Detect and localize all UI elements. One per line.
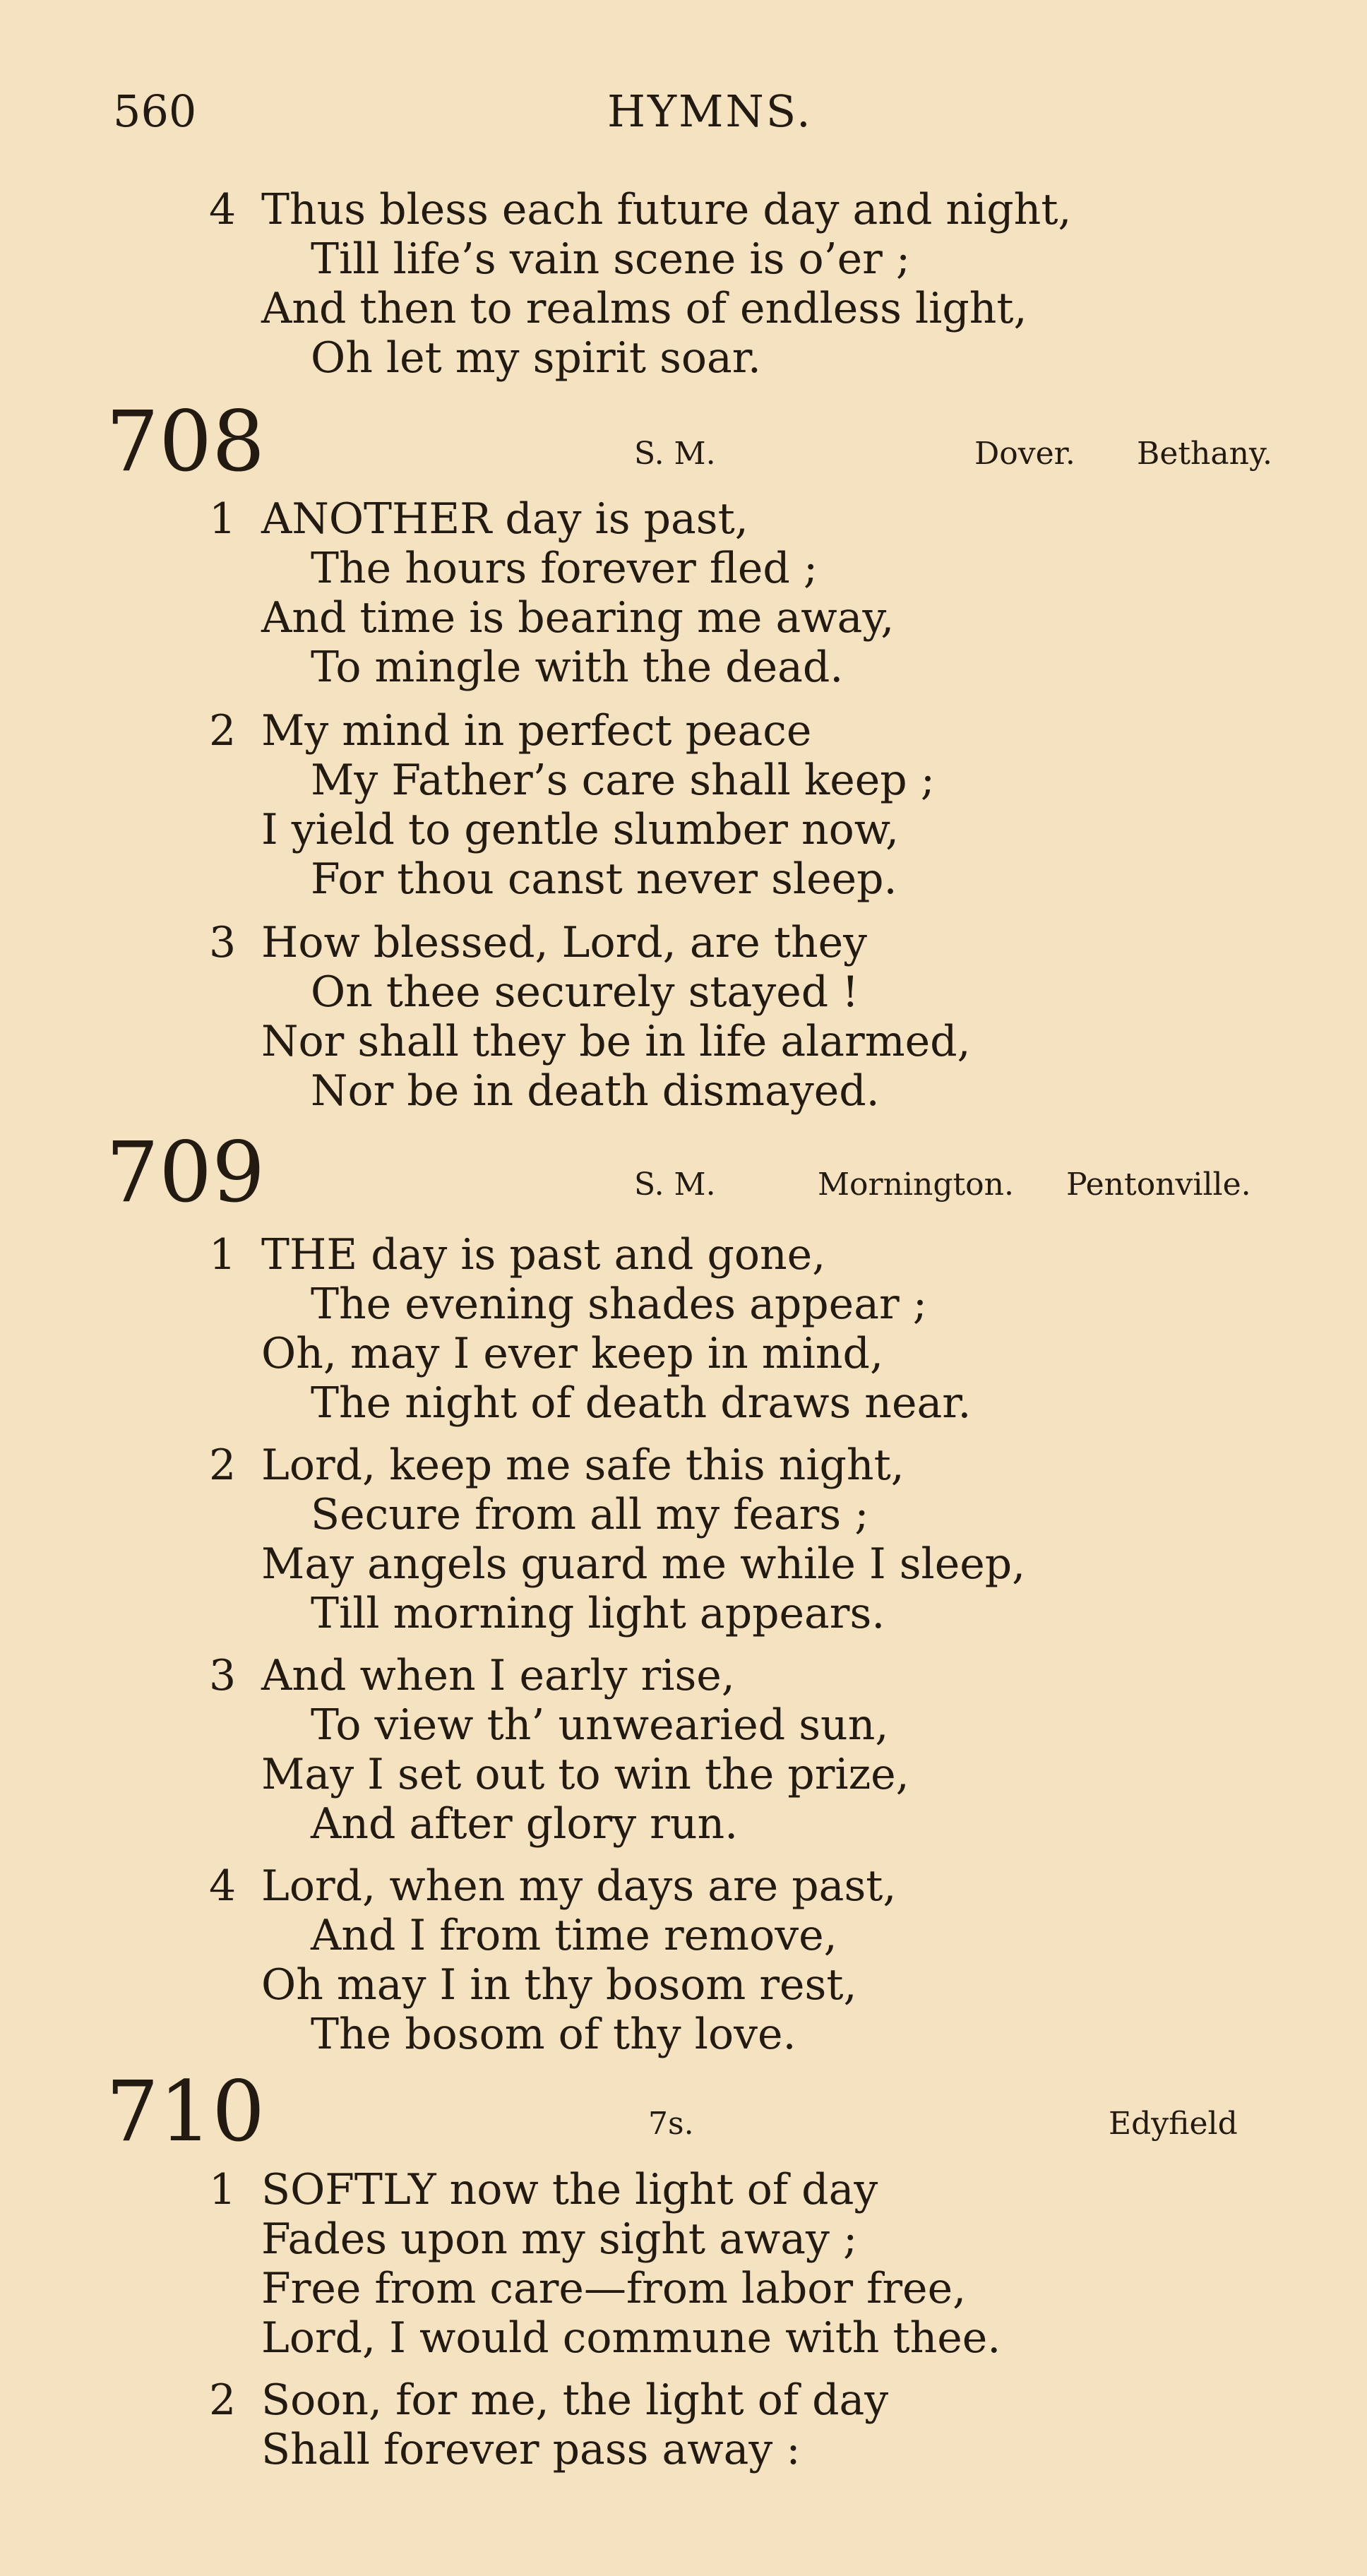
verse-line: Secure from all my fears ; xyxy=(311,1490,869,1539)
verse-line: Nor be in death dismayed. xyxy=(311,1066,880,1116)
verse-line: My mind in perfect peace xyxy=(261,706,812,756)
page-number: 560 xyxy=(113,85,197,137)
verse-line: Fades upon my sight away ; xyxy=(261,2214,858,2264)
verse-line: May angels guard me while I sleep, xyxy=(261,1539,1026,1589)
verse-line: Till morning light appears. xyxy=(311,1589,885,1638)
tune-name: Bethany. xyxy=(1137,436,1272,472)
verse-line: And then to realms of endless light, xyxy=(261,284,1027,333)
stanza-number: 2 xyxy=(209,1441,237,1490)
verse-line: The night of death draws near. xyxy=(311,1378,972,1428)
hymn-number: 710 xyxy=(106,2063,265,2160)
running-head xyxy=(113,83,1257,140)
verse-line: Soon, for me, the light of day xyxy=(261,2375,889,2425)
hymn-meter: 7s. xyxy=(648,2106,694,2142)
stanza xyxy=(209,1230,972,1428)
verse-line: Lord, keep me safe this night, xyxy=(261,1441,905,1490)
verse-line: Nor shall they be in life alarmed, xyxy=(261,1017,971,1066)
verse-line: May I set out to win the prize, xyxy=(261,1750,909,1799)
hymn-meter: S. M. xyxy=(634,1167,716,1203)
tune-name: Edyfield xyxy=(1109,2106,1238,2142)
stanza xyxy=(209,1651,909,1849)
verse-line: The bosom of thy love. xyxy=(311,2010,796,2059)
stanza-number: 4 xyxy=(209,185,237,234)
tune-name: Pentonville. xyxy=(1066,1167,1251,1203)
stanza xyxy=(209,1441,1026,1638)
verse-line: I yield to gentle slumber now, xyxy=(261,805,900,854)
stanza xyxy=(209,2375,889,2474)
verse-line: And time is bearing me away, xyxy=(261,593,895,643)
verse-line: Oh, may I ever keep in mind, xyxy=(261,1329,884,1378)
hymn-header-709 xyxy=(106,1123,1289,1221)
verse-line: Oh let my spirit soar. xyxy=(311,333,761,383)
stanza-number: 1 xyxy=(209,1230,237,1280)
verse-line: The hours forever fled ; xyxy=(311,544,818,593)
continuation-stanza xyxy=(209,185,1072,383)
verse-line: THE day is past and gone, xyxy=(261,1230,826,1280)
hymn-number: 709 xyxy=(106,1123,265,1221)
stanza xyxy=(209,2165,1001,2363)
verse-line: SOFTLY now the light of day xyxy=(261,2165,878,2214)
tune-name: Mornington. xyxy=(818,1167,1014,1203)
verse-line: To mingle with the dead. xyxy=(311,643,844,692)
hymn-header-708 xyxy=(106,393,1289,490)
verse-line: Till life’s vain scene is o’er ; xyxy=(311,234,911,284)
verse-line: And after glory run. xyxy=(311,1799,739,1849)
verse-line: How blessed, Lord, are they xyxy=(261,918,868,967)
verse-line: The evening shades appear ; xyxy=(311,1280,927,1329)
stanza-number: 1 xyxy=(209,2165,237,2214)
hymn-header-710 xyxy=(106,2063,1289,2160)
stanza xyxy=(209,918,971,1116)
verse-line: And I from time remove, xyxy=(311,1911,837,1960)
stanza xyxy=(209,494,895,692)
stanza-number: 2 xyxy=(209,2375,237,2425)
stanza-number: 2 xyxy=(209,706,237,756)
hymn-number: 708 xyxy=(106,393,265,490)
stanza xyxy=(209,706,935,904)
verse-line: ANOTHER day is past, xyxy=(261,494,748,544)
verse-line: Shall forever pass away : xyxy=(261,2425,801,2474)
verse-line: My Father’s care shall keep ; xyxy=(311,756,935,805)
verse-line: On thee securely stayed ! xyxy=(311,967,859,1017)
running-title: HYMNS. xyxy=(607,85,813,137)
verse-line: Free from care—from labor free, xyxy=(261,2264,967,2313)
stanza-number: 3 xyxy=(209,1651,237,1700)
stanza xyxy=(209,1861,897,2059)
verse-line: Lord, when my days are past, xyxy=(261,1861,897,1911)
verse-line: Thus bless each future day and night, xyxy=(261,185,1072,234)
stanza-number: 4 xyxy=(209,1861,237,1911)
verse-line: Lord, I would commune with thee. xyxy=(261,2313,1001,2363)
verse-line: For thou canst never sleep. xyxy=(311,854,897,904)
stanza-number: 1 xyxy=(209,494,237,544)
verse-line: And when I early rise, xyxy=(261,1651,735,1700)
verse-line: To view th’ unwearied sun, xyxy=(311,1700,889,1750)
hymn-meter: S. M. xyxy=(634,436,716,472)
verse-line: Oh may I in thy bosom rest, xyxy=(261,1960,857,2010)
stanza-number: 3 xyxy=(209,918,237,967)
tune-name: Dover. xyxy=(974,436,1075,472)
